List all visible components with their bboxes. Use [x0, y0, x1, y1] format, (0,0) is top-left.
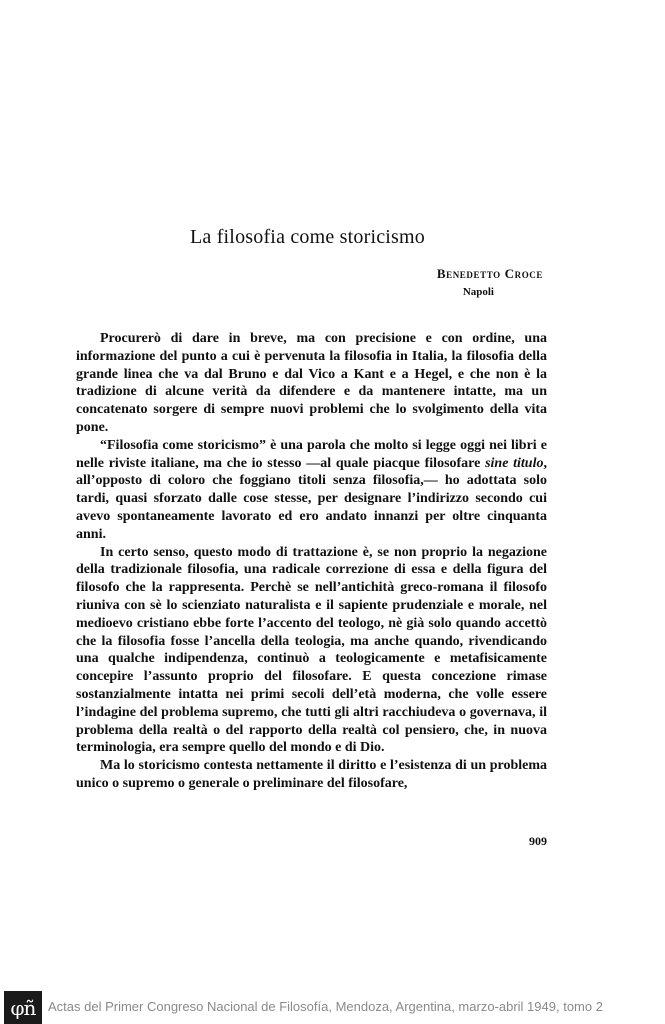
paragraph-3: In certo senso, questo modo di trattazione è, se non proprio la negazione della tradizionale filosofia, una radicale correzione di essa e della figura del filosofo che la rappresenta. Perchè se nell’antichità greco-romana il filosofo riuniva con sè lo scienziato naturalista e il sapiente prudenziale e morale, nel medioevo cristiano ebbe forte l’accento del teologo, nè già solo quando accettò che la filosofia fosse l’ancella della teologia, ma anche quando, rivendicando una qualche indipendenza, continuò a teologicamente e metafisicamente concepire l’assunto proprio del filosofare. E questa concezione rimase sostanzialmente intatta nei primi secoli dell’età moderna, che volle essere l’indagine del problema supremo, che tutti gli altri racchiudeva o governava, il problema della realtà o del rapporto della realtà col pensiero, che, in nuova terminologia, era sempre quello del mondo e di Dio. — [76, 544, 547, 756]
page-number: 909 — [529, 834, 547, 848]
paragraph-4: Ma lo storicismo contesta nettamente il diritto e l’esistenza di un problema unico o supremo o generale o preliminare del filosofare, — [76, 758, 547, 791]
article-body — [76, 330, 547, 793]
paragraph-2-part-b: , all’opposto di coloro che foggiano titoli senza filosofia,— ho adottata solo tardi, quasi sforzato dalle cose stesse, per designare l’indirizzo secondo cui avevo spontaneamente lavorato ed ero andato innanzi per oltre cinquanta anni. — [76, 455, 547, 542]
publisher-logo: φñ — [4, 991, 42, 1024]
paragraph-2-part-a: “Filosofia come storicismo” è una parola che molto si legge oggi nei libri e nelle riviste italiane, ma che io stesso —al quale piacque filosofare — [76, 437, 547, 471]
paragraph-2 — [76, 437, 547, 544]
paragraph-2-italic: sine titulo — [485, 455, 544, 471]
article-title: La filosofia come storicismo — [190, 226, 425, 248]
author-affiliation: Napoli — [462, 286, 494, 298]
footer-caption: Actas del Primer Congreso Nacional de Filosofía, Mendoza, Argentina, marzo-abril 1949, tomo 2 — [48, 999, 603, 1014]
footer-bar — [0, 991, 665, 1024]
author-name: Benedetto Croce — [436, 266, 543, 281]
paragraph-1: Procurerò di dare in breve, ma con precisione e con ordine, una informazione del punto a cui è pervenuta la filosofia in Italia, la filosofia della grande linea che va dal Bruno e dal Vico a Kant e a Hegel, e che non è la tradizione di alcune verità da difendere e da mantenere intatte, ma un concatenato sorgere di sempre nuovi problemi che lo svolgimento della vita pone. — [76, 331, 547, 435]
